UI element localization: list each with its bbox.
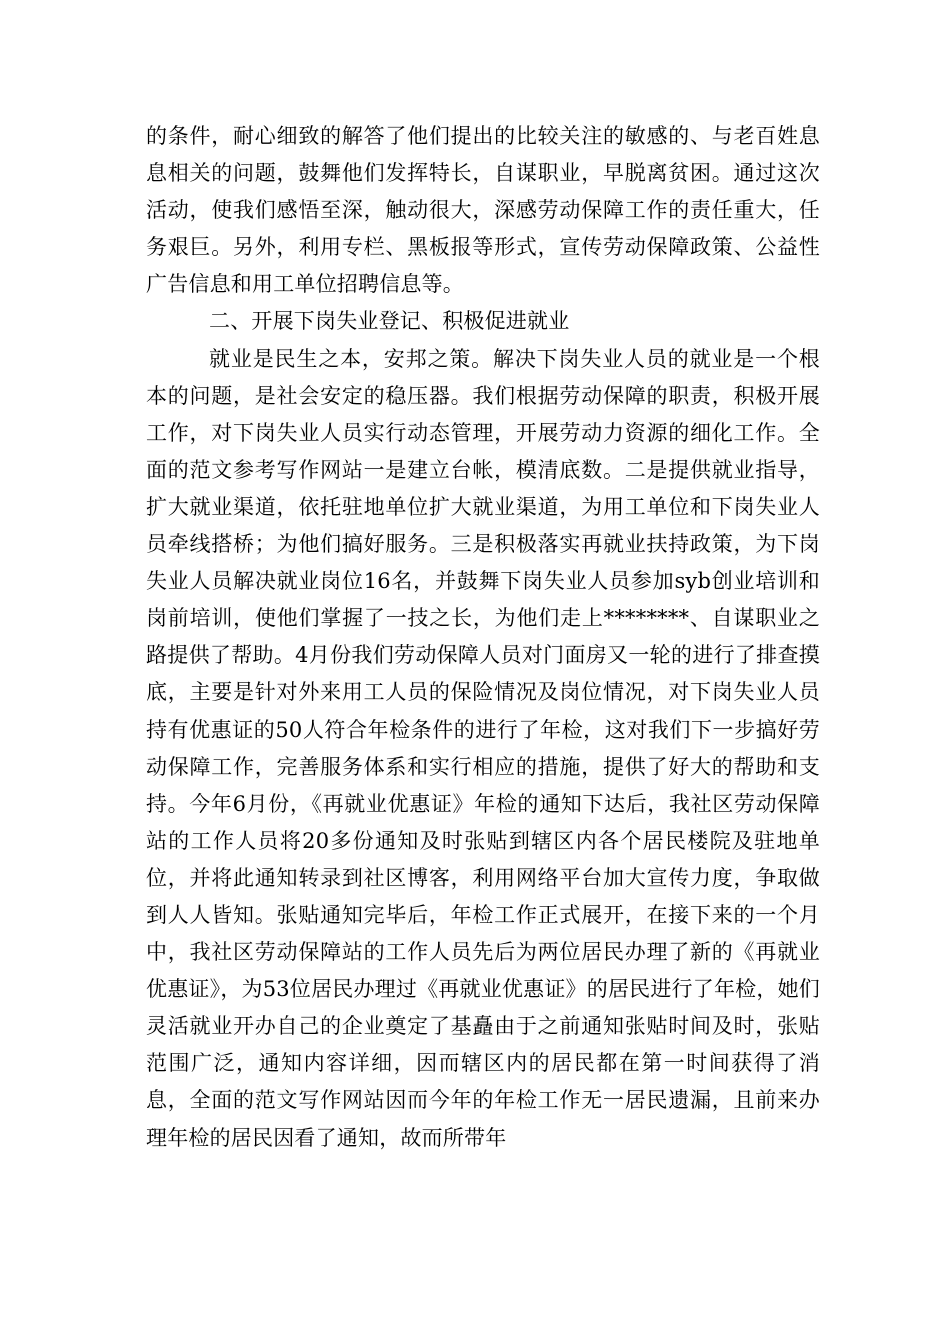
- body-paragraph-1: 的条件，耐心细致的解答了他们提出的比较关注的敏感的、与老百姓息息相关的问题，鼓舞他们发挥特长，自谋职业，早脱离贫困。通过这次活动，使我们感悟至深，触动很大，深感劳动保障工作的责任重大，任务艰巨。另外，利用专栏、黑板报等形式，宣传劳动保障政策、公益性广告信息和用工单位招聘信息等。: [146, 124, 820, 297]
- document-page: [146, 118, 820, 1157]
- section-heading: 二、开展下岗失业登记、积极促进就业: [209, 309, 570, 334]
- body-paragraph-2: 就业是民生之本，安邦之策。解决下岗失业人员的就业是一个根本的问题，是社会安定的稳压器。我们根据劳动保障的职责，积极开展工作，对下岗失业人员实行动态管理，开展劳动力资源的细化工作。全面的范文参考写作网站一是建立台帐，模清底数。二是提供就业指导，扩大就业渠道，依托驻地单位扩大就业渠道，为用工单位和下岗失业人员牵线搭桥；为他们搞好服务。三是积极落实再就业扶持政策，为下岗失业人员解决就业岗位16名，并鼓舞下岗失业人员参加syb创业培训和岗前培训，使他们掌握了一技之长，为他们走上********、自谋职业之路提供了帮助。4月份我们劳动保障人员对门面房又一轮的进行了排查摸底，主要是针对外来用工人员的保险情况及岗位情况，对下岗失业人员持有优惠证的50人符合年检条件的进行了年检，这对我们下一步搞好劳动保障工作，完善服务体系和实行相应的措施，提供了好大的帮助和支持。今年6月份，《再就业优惠证》年检的通知下达后，我社区劳动保障站的工作人员将20多份通知及时张贴到辖区内各个居民楼院及驻地单位，并将此通知转录到社区博客，利用网络平台加大宣传力度，争取做到人人皆知。张贴通知完毕后，年检工作正式展开，在接下来的一个月中，我社区劳动保障站的工作人员先后为两位居民办理了新的《再就业优惠证》，为53位居民办理过《再就业优惠证》的居民进行了年检，她们灵活就业开办自己的企业奠定了基矗由于之前通知张贴时间及时，张贴范围广泛，通知内容详细，因而辖区内的居民都在第一时间获得了消息，全面的范文写作网站因而今年的年检工作无一居民遗漏，且前来办理年检的居民因看了通知，故而所带年: [146, 346, 820, 1150]
